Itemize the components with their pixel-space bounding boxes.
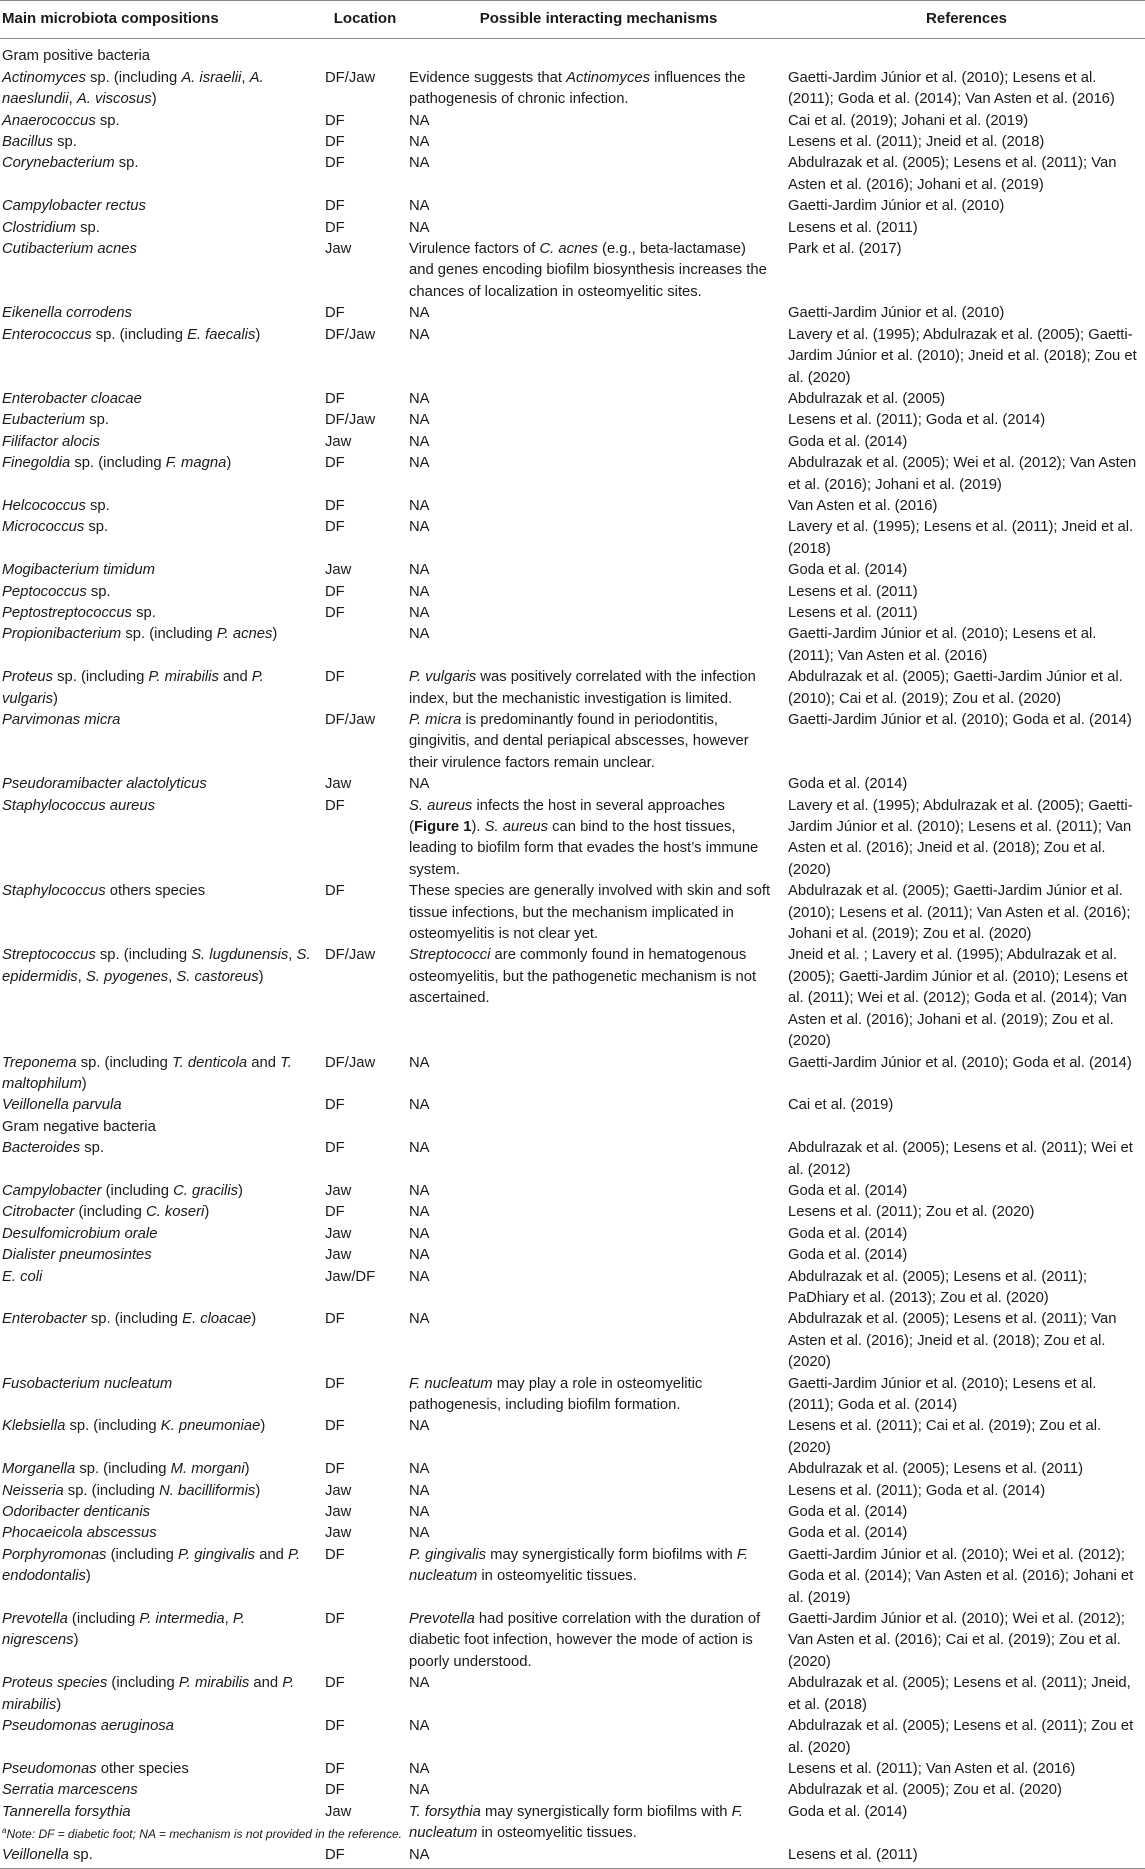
references-cell: Goda et al. (2014) (788, 1247, 908, 1264)
table-footnote (2, 1826, 402, 1841)
organism-cell: Dialister pneumosintes (2, 1247, 152, 1264)
references-cell: Goda et al. (2014) (788, 1803, 908, 1820)
references-cell: Van Asten et al. (2016) (788, 497, 938, 514)
location-cell: DF (325, 883, 345, 900)
table-row (0, 603, 1145, 624)
organism-cell: Peptostreptococcus sp. (2, 604, 156, 621)
organism-cell: Proteus sp. (including P. mirabilis and P. vulgaris) (2, 669, 264, 707)
references-cell: Gaetti-Jardim Júnior et al. (2010) (788, 305, 1005, 322)
references-cell: Goda et al. (2014) (788, 433, 908, 450)
organism-cell: Proteus species (including P. mirabilis and P. mirabilis) (2, 1675, 295, 1713)
references-cell: Abdulrazak et al. (2005); Zou et al. (2020) (788, 1782, 1062, 1799)
table-row (0, 153, 1145, 196)
location-cell: Jaw (325, 433, 352, 450)
references-cell: Abdulrazak et al. (2005); Gaetti-Jardim Júnior et al. (2010); Cai et al. (2019); Zou et al. (2020) (788, 669, 1123, 707)
mechanism-cell: NA (409, 390, 430, 407)
references-cell: Abdulrazak et al. (2005); Lesens et al. (2011); PaDhiary et al. (2013); Zou et al. (2020) (788, 1268, 1088, 1306)
organism-cell: Pseudomonas other species (2, 1760, 189, 1777)
organism-cell: Veillonella parvula (2, 1097, 122, 1114)
location-cell: DF (325, 198, 345, 215)
location-cell: Jaw (325, 1504, 352, 1521)
location-cell: DF (325, 455, 345, 472)
table-row (0, 560, 1145, 581)
table-row (0, 1202, 1145, 1223)
header-mechanisms: Possible interacting mechanisms (409, 1, 788, 39)
references-cell: Goda et al. (2014) (788, 1525, 908, 1542)
mechanism-cell: NA (409, 1760, 430, 1777)
table-row (0, 710, 1145, 774)
references-cell: Abdulrazak et al. (2005) (788, 390, 946, 407)
references-cell: Abdulrazak et al. (2005); Lesens et al. (2011); Wei et al. (2012) (788, 1140, 1133, 1178)
mechanism-cell: NA (409, 1311, 430, 1328)
organism-cell: Enterobacter sp. (including E. cloacae) (2, 1311, 257, 1328)
footnote-marker: a (2, 1826, 7, 1835)
organism-cell: Peptococcus sp. (2, 583, 111, 600)
references-cell: Gaetti-Jardim Júnior et al. (2010); Goda et al. (2014) (788, 1054, 1132, 1071)
location-cell: DF (325, 583, 345, 600)
table-row (0, 1095, 1145, 1116)
mechanism-cell: These species are generally involved with skin and soft tissue infections, but the mechanism implicated in osteomyelitis is not clear yet. (409, 883, 771, 943)
location-cell: Jaw (325, 1525, 352, 1542)
references-cell: Jneid et al. ; Lavery et al. (1995); Abdulrazak et al. (2005); Gaetti-Jardim Júnior et al. (2010); Lesens et al. (2011); Wei et al. (2012); Goda et al. (2014); Van Asten et al. (2016); Johani et al. (2019); Zou et al. (2020) (788, 947, 1128, 1050)
location-cell: DF (325, 1140, 345, 1157)
references-cell: Gaetti-Jardim Júnior et al. (2010) (788, 198, 1005, 215)
group-label: Gram negative bacteria (2, 1118, 156, 1135)
mechanism-cell: Prevotella had positive correlation with the duration of diabetic foot infection, however the mode of action is poorly understood. (409, 1611, 761, 1670)
organism-cell: Eikenella corrodens (2, 305, 132, 322)
mechanism-cell: NA (409, 1182, 430, 1199)
location-cell: DF/Jaw (325, 712, 376, 728)
mechanism-cell: NA (409, 519, 430, 536)
header-location: Location (321, 1, 409, 39)
organism-cell: Parvimonas micra (2, 712, 121, 728)
location-cell: DF (325, 390, 345, 407)
mechanism-cell: NA (409, 1845, 788, 1869)
organism-cell: Pseudomonas aeruginosa (2, 1718, 174, 1735)
table-row (0, 1759, 1145, 1780)
references-cell: Gaetti-Jardim Júnior et al. (2010); Lesens et al. (2011); Van Asten et al. (2016) (788, 626, 1097, 664)
table-row (0, 68, 1145, 111)
organism-cell: Staphylococcus aureus (2, 797, 155, 814)
table-row (0, 239, 1145, 303)
organism-cell: Finegoldia sp. (including F. magna) (2, 455, 232, 472)
organism-cell: Neisseria sp. (including N. bacilliformis) (2, 1482, 261, 1499)
mechanism-cell: S. aureus infects the host in several approaches (Figure 1). S. aureus can bind to the host tissues, leading to biofilm form that evades the host’s immune system. (409, 797, 759, 878)
references-cell: Goda et al. (2014) (788, 1182, 908, 1199)
location-cell: DF (325, 1782, 345, 1799)
mechanism-cell: NA (409, 433, 430, 450)
table-row (0, 1309, 1145, 1373)
mechanism-cell: NA (409, 326, 430, 343)
organism-cell: Pseudoramibacter alactolyticus (2, 776, 207, 793)
table-row (0, 667, 1145, 710)
mechanism-cell: NA (409, 305, 430, 322)
location-cell: DF (325, 604, 345, 621)
organism-cell: Streptococcus sp. (including S. lugdunensis, S. epidermidis, S. pyogenes, S. castoreus) (2, 947, 311, 985)
location-cell: Jaw (325, 562, 352, 579)
mechanism-cell: NA (409, 1525, 430, 1542)
table-row (0, 218, 1145, 239)
table-row (0, 1845, 1145, 1869)
table-row (0, 1780, 1145, 1801)
references-cell: Goda et al. (2014) (788, 1225, 908, 1242)
location-cell: Jaw (325, 1803, 352, 1820)
table-row (0, 1609, 1145, 1673)
references-cell: Lesens et al. (2011); Goda et al. (2014) (788, 1482, 1046, 1499)
location-cell: Jaw (325, 1182, 352, 1199)
organism-cell: Clostridium sp. (2, 219, 100, 236)
table-row (0, 1245, 1145, 1266)
references-cell: Lesens et al. (2011); Goda et al. (2014) (788, 412, 1046, 429)
references-cell: Lavery et al. (1995); Abdulrazak et al. (2005); Gaetti-Jardim Júnior et al. (2010); Jneid et al. (2018); Zou et al. (2020) (788, 326, 1137, 386)
location-cell (321, 624, 409, 667)
organism-cell: Cutibacterium acnes (2, 241, 137, 258)
mechanism-cell: NA (409, 455, 430, 472)
mechanism-cell: NA (409, 776, 430, 793)
references-cell: Abdulrazak et al. (2005); Wei et al. (2012); Van Asten et al. (2016); Johani et al. (2019) (788, 455, 1137, 493)
references-cell: Lavery et al. (1995); Lesens et al. (2011); Jneid et al. (2018) (788, 519, 1134, 557)
references-cell: Cai et al. (2019); Johani et al. (2019) (788, 112, 1029, 129)
table-row (0, 796, 1145, 882)
references-cell: Cai et al. (2019) (788, 1097, 894, 1114)
organism-cell: Enterobacter cloacae (2, 390, 142, 407)
mechanism-cell: NA (409, 1140, 430, 1157)
mechanism-cell: NA (409, 1247, 430, 1264)
table-body (0, 39, 1145, 1869)
references-cell: Lesens et al. (2011); Van Asten et al. (2016) (788, 1760, 1076, 1777)
table-row (0, 389, 1145, 410)
header-row (0, 1, 1145, 39)
table-row (0, 1374, 1145, 1417)
organism-cell: Campylobacter (including C. gracilis) (2, 1182, 243, 1199)
location-cell: Jaw/DF (325, 1268, 376, 1285)
location-cell: DF (325, 1675, 345, 1692)
references-cell: Lesens et al. (2011); Cai et al. (2019); Zou et al. (2020) (788, 1418, 1102, 1456)
location-cell: DF (325, 1461, 345, 1478)
mechanism-cell: NA (409, 626, 430, 643)
mechanism-cell: P. gingivalis may synergistically form biofilms with F. nucleatum in osteomyelitic tissues. (409, 1546, 749, 1585)
mechanism-cell: P. micra is predominantly found in periodontitis, gingivitis, and dental periapical abscesses, however their virulence factors remain unclear. (409, 712, 749, 771)
organism-cell: Micrococcus sp. (2, 519, 109, 536)
references-cell: Abdulrazak et al. (2005); Gaetti-Jardim Júnior et al. (2010); Lesens et al. (2011); Van Asten et al. (2016); Johani et al. (2019); Zou et al. (2020) (788, 883, 1131, 943)
table-row (0, 1138, 1145, 1181)
table-row (0, 432, 1145, 453)
mechanism-cell: NA (409, 219, 430, 236)
references-cell: Lesens et al. (2011); Zou et al. (2020) (788, 1204, 1035, 1221)
organism-cell: Staphylococcus others species (2, 883, 206, 900)
location-cell: DF/Jaw (325, 412, 376, 429)
table-row (0, 517, 1145, 560)
table-row (0, 1224, 1145, 1245)
organism-cell: Porphyromonas (including P. gingivalis and P. endodontalis) (2, 1546, 301, 1585)
location-cell: DF/Jaw (325, 69, 376, 86)
table-row (0, 111, 1145, 132)
location-cell: DF (325, 1418, 345, 1435)
references-cell: Lesens et al. (2011) (788, 219, 918, 236)
mechanism-cell: NA (409, 1268, 430, 1285)
references-cell: Lesens et al. (2011) (788, 583, 918, 600)
location-cell: DF (325, 519, 345, 536)
references-cell: Gaetti-Jardim Júnior et al. (2010); Wei et al. (2012); Van Asten et al. (2016); Cai et al. (2019); Zou et al. (2020) (788, 1611, 1125, 1670)
mechanism-cell: NA (409, 1054, 430, 1071)
organism-cell: Campylobacter rectus (2, 198, 146, 215)
references-cell: Park et al. (2017) (788, 241, 902, 258)
references-cell: Lesens et al. (2011); Jneid et al. (2018) (788, 134, 1045, 151)
table-row (0, 624, 1145, 667)
location-cell: DF (325, 1611, 345, 1628)
mechanism-cell: NA (409, 198, 430, 215)
location-cell: DF (325, 1204, 345, 1221)
table-header (0, 1, 1145, 39)
location-cell: DF/Jaw (325, 947, 376, 964)
mechanism-cell: F. nucleatum may play a role in osteomyelitic pathogenesis, including biofilm formation. (409, 1375, 703, 1413)
organism-cell: Fusobacterium nucleatum (2, 1375, 173, 1392)
mechanism-cell: P. vulgaris was positively correlated with the infection index, but the mechanistic investigation is limited. (409, 669, 756, 707)
references-cell: Gaetti-Jardim Júnior et al. (2010); Goda et al. (2014) (788, 712, 1132, 728)
mechanism-cell: NA (409, 1718, 430, 1735)
organism-cell: Enterococcus sp. (including E. faecalis) (2, 326, 261, 343)
mechanism-cell: NA (409, 155, 430, 172)
references-cell: Gaetti-Jardim Júnior et al. (2010); Lesens et al. (2011); Goda et al. (2014); Van Asten et al. (2016) (788, 69, 1115, 108)
table-row (0, 1481, 1145, 1502)
table-row (0, 1523, 1145, 1544)
organism-cell: Corynebacterium sp. (2, 155, 139, 172)
location-cell: Jaw (325, 776, 352, 793)
location-cell: DF (325, 1311, 345, 1328)
location-cell: DF (325, 1375, 345, 1392)
location-cell: DF (325, 797, 345, 814)
mechanism-cell: NA (409, 1097, 430, 1114)
mechanism-cell: NA (409, 1482, 430, 1499)
organism-cell: Odoribacter denticanis (2, 1504, 151, 1521)
table-row (0, 410, 1145, 431)
organism-cell: Morganella sp. (including M. morgani) (2, 1461, 250, 1478)
organism-cell: Mogibacterium timidum (2, 562, 155, 579)
table-row (0, 945, 1145, 1052)
table-row (0, 325, 1145, 389)
organism-cell: Prevotella (including P. intermedia, P. nigrescens) (2, 1611, 245, 1649)
table-row (0, 196, 1145, 217)
table-row (0, 453, 1145, 496)
mechanism-cell: NA (409, 497, 430, 514)
table-row (0, 1267, 1145, 1310)
location-cell: Jaw (325, 1225, 352, 1242)
references-cell: Lesens et al. (2011) (788, 604, 918, 621)
organism-cell: Veillonella sp. (0, 1845, 321, 1869)
location-cell: DF (325, 497, 345, 514)
references-cell: Lavery et al. (1995); Abdulrazak et al. (2005); Gaetti-Jardim Júnior et al. (2010); Lesens et al. (2011); Van Asten et al. (2016); Jneid et al. (2018); Zou et al. (2020) (788, 797, 1133, 878)
mechanism-cell: Evidence suggests that Actinomyces influences the pathogenesis of chronic infection. (409, 69, 746, 108)
organism-cell: Actinomyces sp. (including A. israelii, A. naeslundii, A. viscosus) (2, 69, 264, 108)
table-row (0, 303, 1145, 324)
location-cell: Jaw (325, 241, 352, 258)
group-row (0, 1117, 1145, 1138)
location-cell: DF (325, 305, 345, 322)
references-cell: Lesens et al. (2011) (788, 1845, 1145, 1869)
mechanism-cell: NA (409, 1204, 430, 1221)
organism-cell: Treponema sp. (including T. denticola and T. maltophilum) (2, 1054, 292, 1092)
group-row (0, 39, 1145, 68)
mechanism-cell: NA (409, 412, 430, 429)
references-cell: Abdulrazak et al. (2005); Lesens et al. (2011) (788, 1461, 1084, 1478)
table-row (0, 1459, 1145, 1480)
mechanism-cell: NA (409, 1675, 430, 1692)
references-cell: Abdulrazak et al. (2005); Lesens et al. (2011); Zou et al. (2020) (788, 1718, 1134, 1756)
mechanism-cell: NA (409, 562, 430, 579)
location-cell: DF (325, 134, 345, 151)
footnote-text: Note: DF = diabetic foot; NA = mechanism is not provided in the reference. (6, 1827, 402, 1841)
table-row (0, 1716, 1145, 1759)
location-cell: DF (325, 669, 345, 686)
location-cell: DF (325, 112, 345, 129)
references-cell: Abdulrazak et al. (2005); Lesens et al. (2011); Van Asten et al. (2016); Jneid et al. (2018); Zou et al. (2020) (788, 1311, 1117, 1371)
location-cell: DF (325, 219, 345, 236)
references-cell: Goda et al. (2014) (788, 1504, 908, 1521)
organism-cell: E. coli (2, 1268, 43, 1285)
organism-cell: Bacillus sp. (2, 134, 77, 151)
table-row (0, 1545, 1145, 1609)
mechanism-cell: T. forsythia may synergistically form biofilms with F. nucleatum in osteomyelitic tissues. (409, 1803, 743, 1842)
mechanism-cell: NA (409, 1225, 430, 1242)
references-cell: Abdulrazak et al. (2005); Lesens et al. (2011); Van Asten et al. (2016); Johani et al. (2019) (788, 155, 1117, 193)
table-row (0, 881, 1145, 945)
group-label: Gram positive bacteria (2, 48, 151, 65)
organism-cell: Klebsiella sp. (including K. pneumoniae) (2, 1418, 266, 1435)
table-row (0, 1053, 1145, 1096)
mechanism-cell: NA (409, 1504, 430, 1521)
mechanism-cell: NA (409, 134, 430, 151)
location-cell: DF (325, 155, 345, 172)
organism-cell: Desulfomicrobium orale (2, 1225, 158, 1242)
table-row (0, 774, 1145, 795)
table-row (0, 1673, 1145, 1716)
table-row (0, 496, 1145, 517)
header-compositions: Main microbiota compositions (0, 1, 321, 39)
location-cell: DF (325, 1546, 345, 1563)
location-cell: Jaw (325, 1482, 352, 1499)
mechanism-cell: NA (409, 583, 430, 600)
organism-cell: Helcococcus sp. (2, 497, 110, 514)
organism-cell: Citrobacter (including C. koseri) (2, 1204, 210, 1221)
organism-cell: Anaerococcus sp. (2, 112, 120, 129)
location-cell: DF (321, 1845, 409, 1869)
mechanism-cell: NA (409, 1461, 430, 1478)
references-cell: Goda et al. (2014) (788, 776, 908, 793)
organism-cell: Eubacterium sp. (2, 412, 109, 429)
organism-cell: Bacteroides sp. (2, 1140, 104, 1157)
table-row (0, 582, 1145, 603)
location-cell: DF (325, 1718, 345, 1735)
header-references: References (788, 1, 1145, 39)
table-row (0, 132, 1145, 153)
location-cell: DF/Jaw (325, 326, 376, 343)
mechanism-cell: Streptococci are commonly found in hematogenous osteomyelitis, but the pathogenetic mechanism is not ascertained. (409, 947, 757, 1007)
mechanism-cell: NA (409, 1782, 430, 1799)
references-cell: Goda et al. (2014) (788, 562, 908, 579)
organism-cell: Serratia marcescens (2, 1782, 138, 1799)
organism-cell: Phocaeicola abscessus (2, 1525, 157, 1542)
location-cell: Jaw (325, 1247, 352, 1264)
organism-cell: Tannerella forsythia (2, 1803, 131, 1820)
table-row (0, 1181, 1145, 1202)
references-cell: Abdulrazak et al. (2005); Lesens et al. (2011); Jneid, et al. (2018) (788, 1675, 1131, 1713)
mechanism-cell: NA (409, 1418, 430, 1435)
mechanism-cell: Virulence factors of C. acnes (e.g., beta-lactamase) and genes encoding biofilm biosynthesis increases the chances of localization in osteomyelitic sites. (409, 241, 767, 300)
references-cell: Gaetti-Jardim Júnior et al. (2010); Wei et al. (2012); Goda et al. (2014); Van Asten et al. (2016); Johani et al. (2019) (788, 1546, 1134, 1606)
references-cell: Gaetti-Jardim Júnior et al. (2010); Lesens et al. (2011); Goda et al. (2014) (788, 1375, 1097, 1413)
mechanism-cell: NA (409, 112, 430, 129)
location-cell: DF (325, 1760, 345, 1777)
organism-cell: Filifactor alocis (2, 433, 100, 450)
mechanism-cell: NA (409, 604, 430, 621)
table-row (0, 1416, 1145, 1459)
location-cell: DF/Jaw (325, 1054, 376, 1071)
location-cell: DF (325, 1097, 345, 1114)
organism-cell: Propionibacterium sp. (including P. acnes) (2, 626, 278, 643)
table-row (0, 1502, 1145, 1523)
